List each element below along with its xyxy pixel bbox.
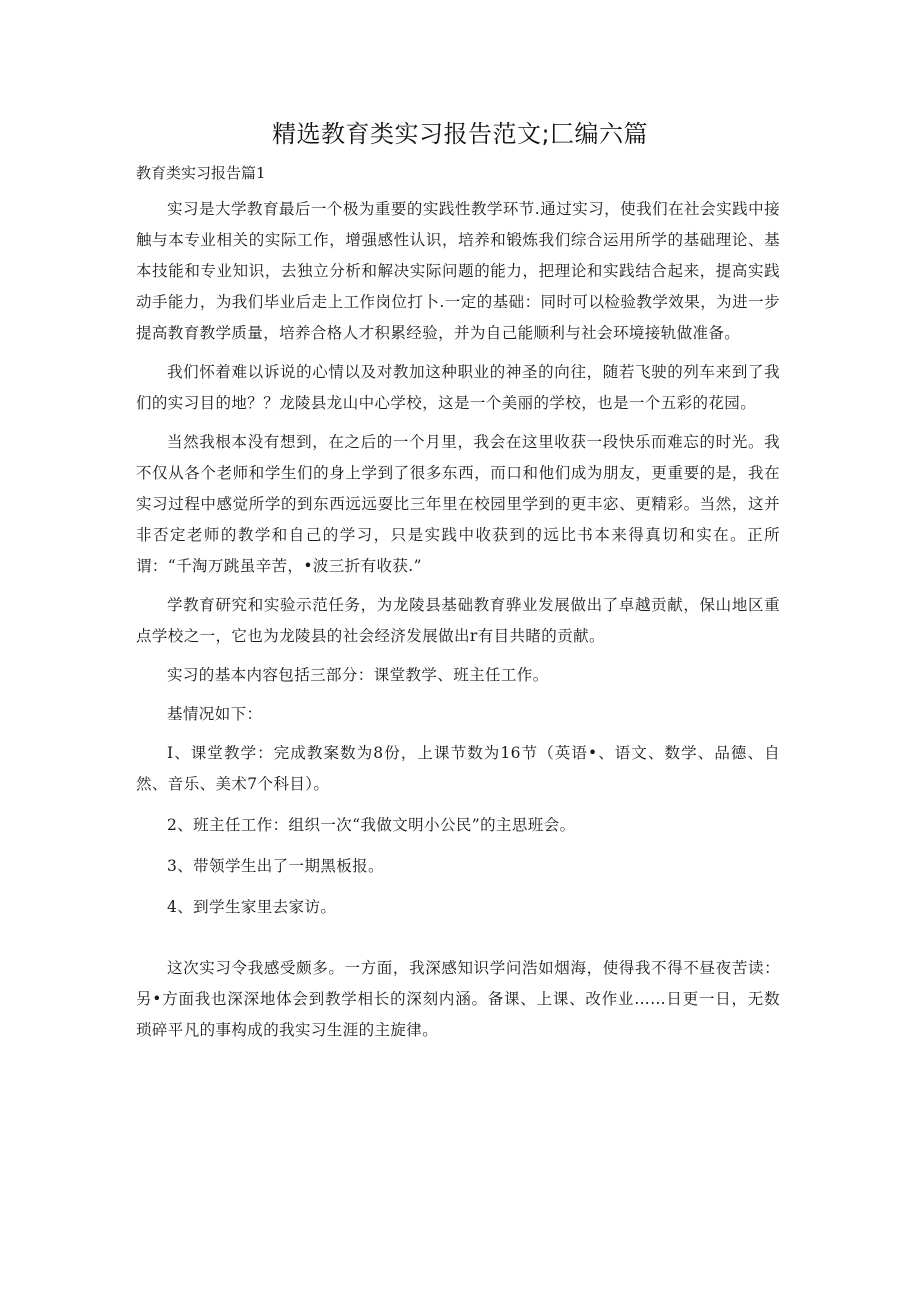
document-title: 精选教育类实习报告范文;匚编六篇 [271, 120, 649, 148]
section-heading: 教育类实习报告篇1 [136, 164, 266, 182]
list-item-classroom-teaching: I、课堂教学：完成教案数为8份，上课节数为16节（英语•、语文、数学、品德、自然、音乐、美术7个科目）。 [136, 744, 780, 793]
paragraph-situation-intro: 基情况如下： [167, 705, 263, 723]
paragraph-content-overview: 实习的基本内容包括三部分：课堂教学、班主任工作。 [167, 666, 549, 684]
paragraph-arrival: 我们怀着难以诉说的心情以及对教加这种职业的神圣的向往，随若飞驶的列车来到了我们的实习目的地？？龙陵县龙山中心学校，这是一个美丽的学校，也是一个五彩的花园。 [136, 363, 780, 412]
paragraph-reflection: 这次实习令我感受颇多。一方面，我深感知识学问浩如烟海，使得我不得不昼夜苦读：另•方面我也深深地体会到教学相长的深刻内涵。备课、上课、改作业……日更一日，无数琐碎平凡的事构成的我实习生涯的主旋律。 [136, 959, 780, 1039]
list-item-blackboard: 3、带领学生出了一期黑板报。 [167, 857, 384, 875]
list-item-homeroom-work: 2、班主任工作：组织一次“我做文明小公民”的主思班会。 [167, 816, 576, 834]
paragraph-school-intro: 学教育研究和实验示范任务，为龙陵县基础教育骅业发展做出了卓越贡献，保山地区重点学校之一，它也为龙陵县的社会经济发展做出r有目共睹的贡献。 [136, 596, 780, 645]
document-body [136, 194, 780, 1054]
list-item-home-visit: 4、到学生家里去家访。 [167, 898, 337, 916]
paragraph-internship-purpose: 实习是大学教育最后一个极为重要的实践性教学环节.通过实习，使我们在社会实践中接触与本专业相关的实际工作，增强感性认识，培养和锻炼我们综合运用所学的基础理论、基本技能和专业知识，去独立分析和解决实际问题的能力，把理论和实践结合起来，提高实践动手能力，为我们毕业后走上工作岗位打卜.一定的基础：同时可以检验教学效果，为进一步提高教育教学质量，培养合格人才积累经验，并为自己能顺利与社会环境接轨做准备。 [136, 200, 780, 342]
paragraph-experience: 当然我根本没有想到，在之后的一个月里，我会在这里收获一段快乐而难忘的时光。我不仅从各个老师和学生们的身上学到了很多东西，而口和他们成为朋友，更重要的是，我在实习过程中感觉所学的到东西远远耍比三年里在校园里学到的更丰宓、更精彩。当然，这并非否定老师的教学和自己的学习，只是实践中收获到的远比书本来得真切和实在。正所谓：“千淘万跳虽辛苦，•波三折有收获.” [136, 433, 780, 575]
